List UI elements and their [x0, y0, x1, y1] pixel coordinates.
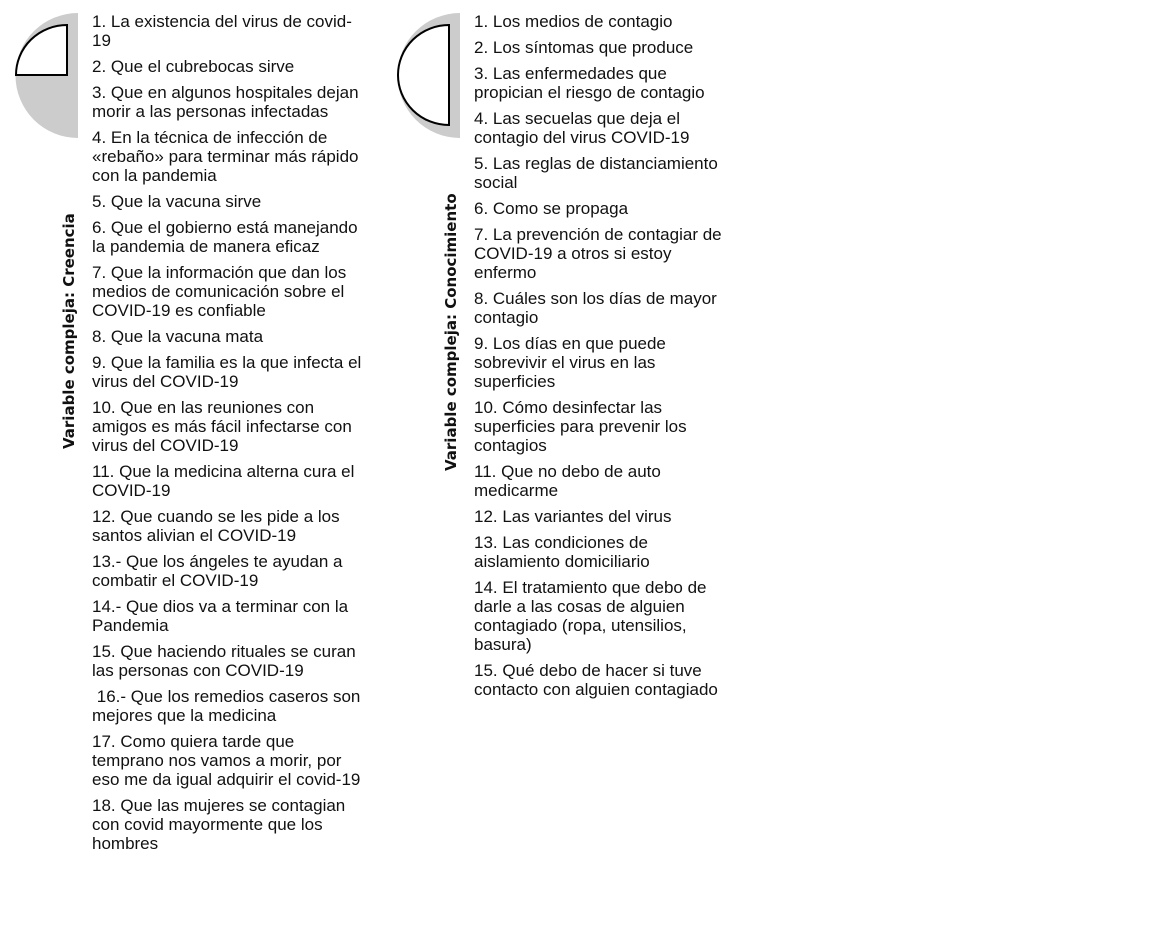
list-item: 18. Que las mujeres se contagian con covid mayormente que los hombres [92, 796, 346, 853]
list-item: 9. Los días en que puede sobrevivir el virus en las superficies [474, 334, 666, 391]
list-item: 4. En la técnica de infección de «rebaño» para terminar más rápido con la pandemia [92, 128, 359, 185]
list-item: 11. Que la medicina alterna cura el COVID-19 [92, 462, 355, 500]
conocimiento-panel [382, 0, 742, 939]
list-item: 13.- Que los ángeles te ayudan a combatir el COVID-19 [92, 552, 343, 590]
list-item: 7. La prevención de contagiar de COVID-19 a otros si estoy enfermo [474, 225, 722, 282]
list-item: 5. Que la vacuna sirve [92, 192, 262, 211]
list-item: 4. Las secuelas que deja el contagio del virus COVID-19 [474, 109, 690, 147]
list-item: 3. Que en algunos hospitales dejan morir a las personas infectadas [92, 83, 359, 121]
list-item: 14. El tratamiento que debo de darle a las cosas de alguien contagiado (ropa, utensilios, basura) [474, 578, 707, 654]
creencia-panel [0, 0, 380, 939]
variable-label-creencia: Variable compleja: Creencia [60, 213, 78, 449]
list-item: 15. Que haciendo rituales se curan las personas con COVID-19 [92, 642, 356, 680]
list-item: 13. Las condiciones de aislamiento domiciliario [474, 533, 650, 571]
list-item: 1. Los medios de contagio [474, 12, 673, 31]
list-item: 12. Las variantes del virus [474, 507, 672, 526]
conocimiento-item-list [474, 12, 726, 706]
list-item: 10. Cómo desinfectar las superficies para prevenir los contagios [474, 398, 687, 455]
list-item: 12. Que cuando se les pide a los santos alivian el COVID-19 [92, 507, 340, 545]
list-item: 11. Que no debo de auto medicarme [474, 462, 661, 500]
half-circle-in-half-disc-icon [387, 13, 461, 138]
list-item: 10. Que en las reuniones con amigos es más fácil infectarse con virus del COVID-19 [92, 398, 352, 455]
list-item: 7. Que la información que dan los medios de comunicación sobre el COVID-19 es confiable [92, 263, 347, 320]
list-item: 14.- Que dios va a terminar con la Pandemia [92, 597, 349, 635]
list-item: 8. Que la vacuna mata [92, 327, 264, 346]
list-item: 6. Como se propaga [474, 199, 629, 218]
list-item: 6. Que el gobierno está manejando la pandemia de manera eficaz [92, 218, 358, 256]
list-item: 5. Las reglas de distanciamiento social [474, 154, 718, 192]
list-item: 2. Los síntomas que produce [474, 38, 694, 57]
list-item: 1. La existencia del virus de covid-19 [92, 12, 352, 50]
list-item: 3. Las enfermedades que propician el riesgo de contagio [474, 64, 705, 102]
list-item: 15. Qué debo de hacer si tuve contacto con alguien contagiado [474, 661, 718, 699]
list-item: 16.- Que los remedios caseros son mejores que la medicina [92, 687, 366, 725]
list-item: 17. Como quiera tarde que temprano nos vamos a morir, por eso me da igual adquirir el covid-19 [92, 732, 361, 789]
list-item: 8. Cuáles son los días de mayor contagio [474, 289, 717, 327]
list-item: 9. Que la familia es la que infecta el virus del COVID-19 [92, 353, 362, 391]
quarter-circle-in-half-disc-icon [5, 13, 79, 138]
list-item: 2. Que el cubrebocas sirve [92, 57, 295, 76]
creencia-item-list [92, 12, 364, 860]
variable-label-conocimiento: Variable compleja: Conocimiento [442, 193, 460, 471]
